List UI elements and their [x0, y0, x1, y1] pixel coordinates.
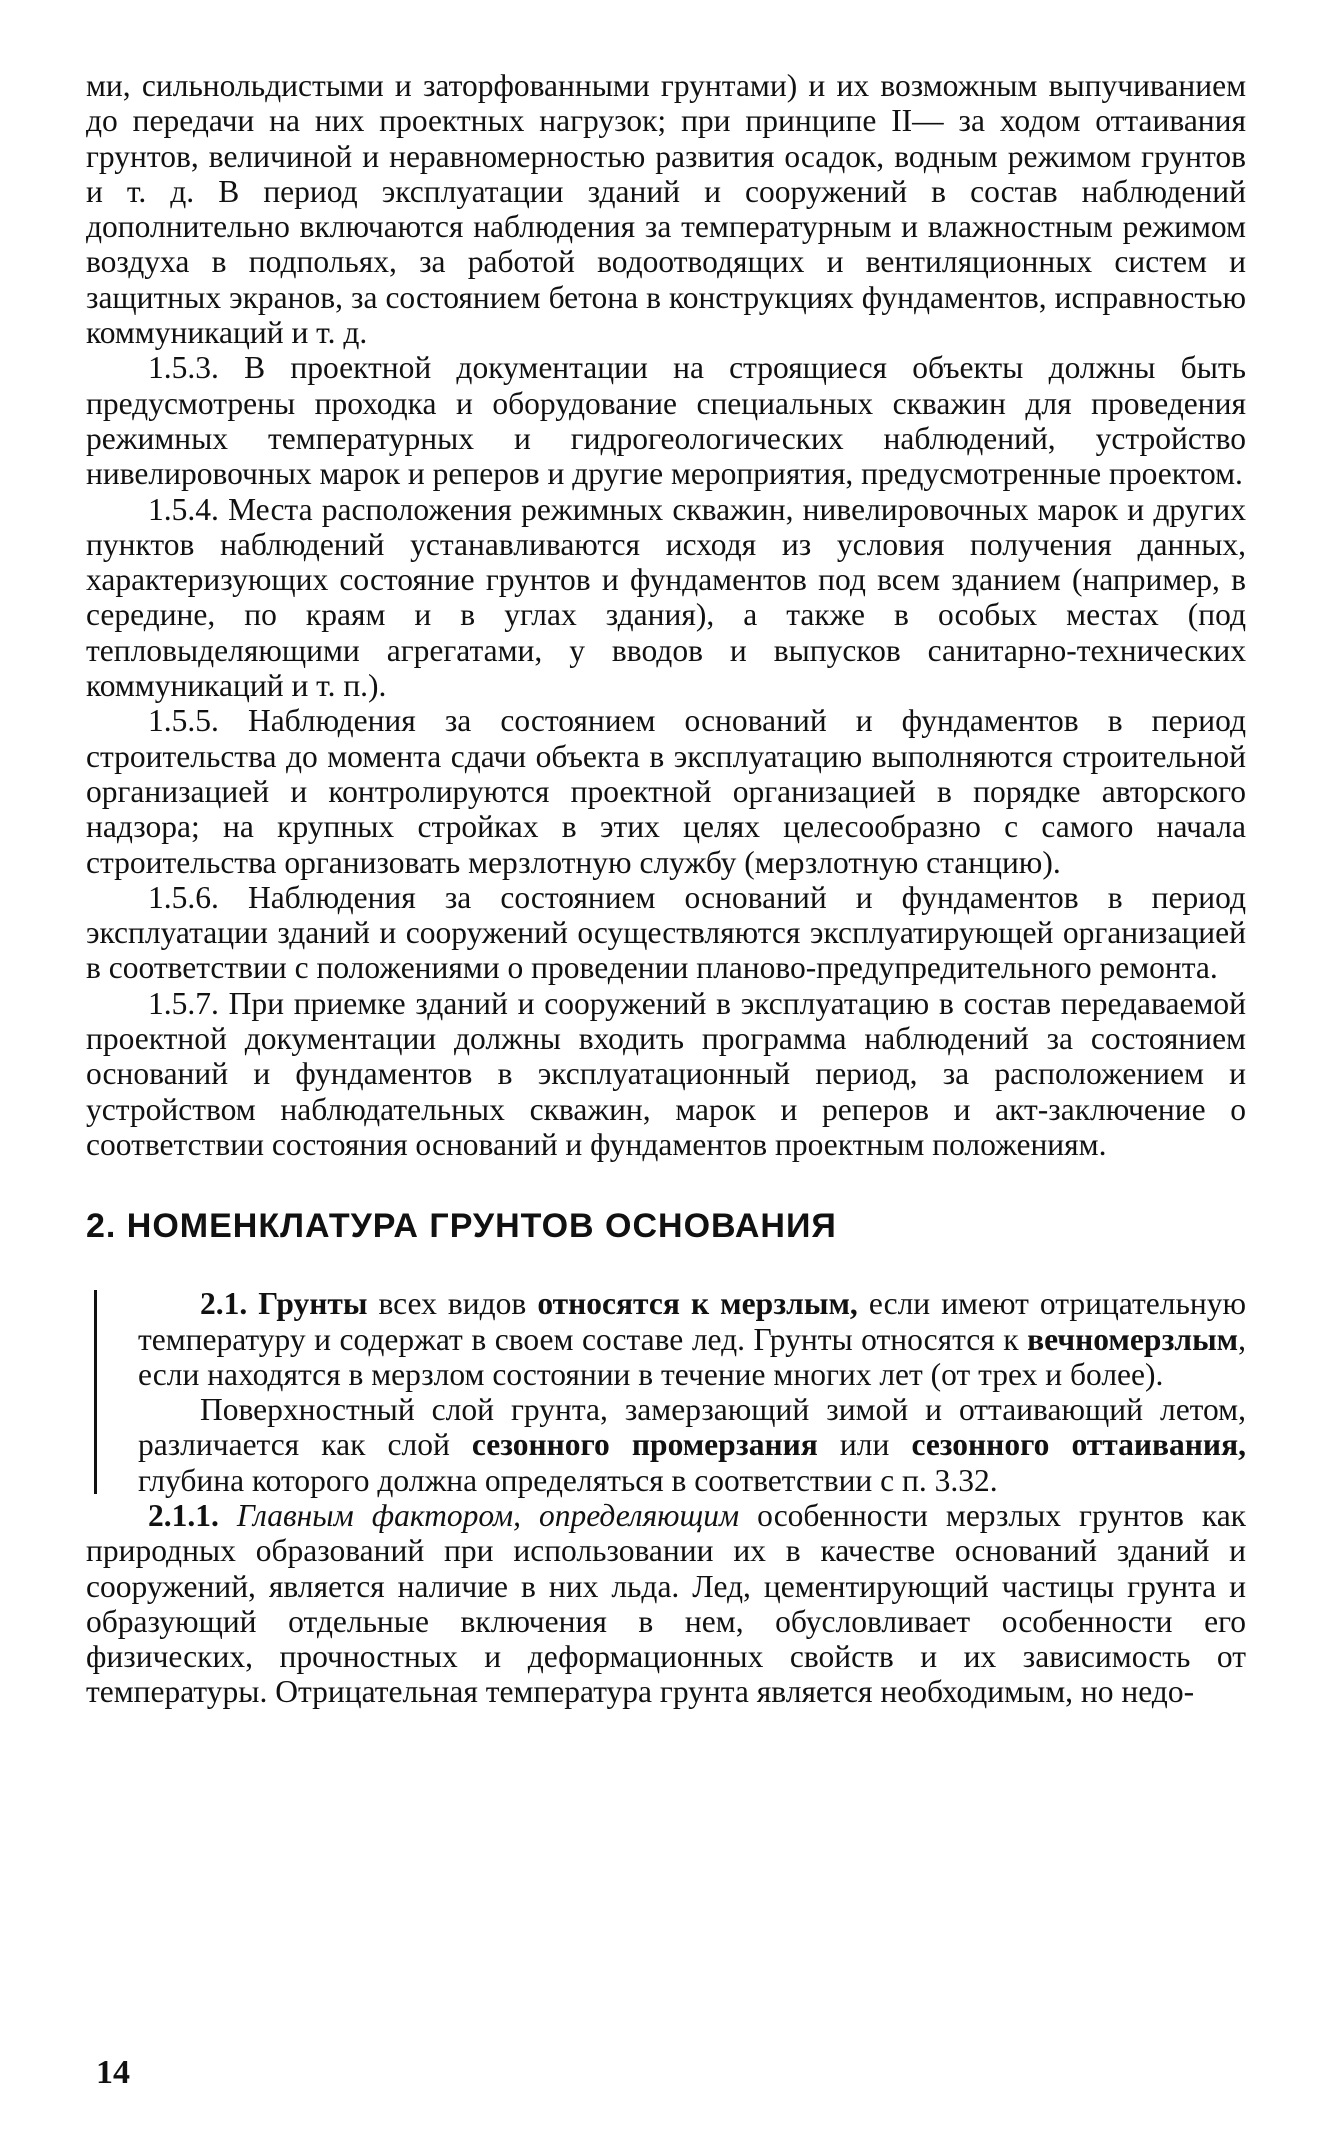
text-run: Поверхностный слой грунта, замерзающий зимой и оттаивающий летом, различается как слой [138, 1392, 1246, 1463]
marked-block [86, 1286, 1246, 1498]
page-body [86, 68, 1246, 1710]
text-run: всех видов [367, 1286, 538, 1322]
paragraph-2-1 [138, 1286, 1246, 1392]
text-run: или [817, 1427, 912, 1463]
italic-term: Главным фактором, определяющим [236, 1497, 740, 1533]
bold-term: сезонного промерзания [471, 1427, 818, 1463]
section-heading: 2. НОМЕНКЛАТУРА ГРУНТОВ ОСНОВАНИЯ [86, 1207, 837, 1246]
bold-term: вечномерзлым [1027, 1321, 1239, 1357]
page-number: 14 [96, 2054, 130, 2091]
margin-change-bar [94, 1290, 97, 1494]
paragraph-2-1-1 [86, 1498, 1246, 1710]
bold-term: сезонного оттаивания, [911, 1427, 1246, 1463]
paragraph-continuation: ми, сильнольдистыми и заторфованными грунтами) и их возможным выпучиванием до передачи на них проектных нагрузок; при принципе II— за ходом оттаивания грунтов, величиной и неравномерностью развития осадок, водным режимом грунтов и т. д. В период эксплуатации зданий и сооружений в состав наблюдений дополнительно включаются наблюдения за температурным и влажностным режимом воздуха в подпольях, за работой водоотводящих и вентиляционных систем и защитных экранов, за состоянием бетона в конструкциях фундаментов, исправностью коммуникаций и т. д. [86, 68, 1246, 351]
paragraph-surface-layer [138, 1392, 1246, 1498]
text-run: если имеют отрицательную температуру и содержат в своем составе лед. Грунты относятся к [138, 1286, 1246, 1357]
text-run: глубина которого должна определяться в соответствии с п. 3.32. [138, 1462, 998, 1498]
text-run: особенности мерзлых грунтов как природных образований при использовании их в качестве оснований зданий и сооружений, является наличие в них льда. Лед, цементирующий частицы грунта и образующий отдельные включения в нем, обусловливает особенности его физических, прочностных и деформационных свойств и их зависимость от температуры. Отрицательная температура грунта является необходимым, но недо- [86, 1497, 1246, 1710]
paragraph-number: 2.1. Грунты [200, 1286, 368, 1322]
paragraph-1-5-4: 1.5.4. Места расположения режимных скважин, нивелировочных марок и других пунктов наблюдений устанавливаются исходя из условия получения данных, характеризующих состояние грунтов и фундаментов под всем зданием (например, в середине, по краям и в углах здания), а также в особых местах (под тепловыделяющими агрегатами, у вводов и выпусков санитарно-технических коммуникаций и т. п.). [86, 491, 1246, 704]
paragraph-number: 2.1.1. [148, 1497, 219, 1533]
paragraph-1-5-3: 1.5.3. В проектной документации на строящиеся объекты должны быть предусмотрены проходка и оборудование специальных скважин для проведения режимных температурных и гидрогеологических наблюдений, устройство нивелировочных марок и реперов и другие мероприятия, предусмотренные проектом. [86, 350, 1246, 492]
paragraph-1-5-7: 1.5.7. При приемке зданий и сооружений в эксплуатацию в состав передаваемой проектной документации должны входить программа наблюдений за состоянием оснований и фундаментов в эксплуатационный период, за расположением и устройством наблюдательных скважин, марок и реперов и акт-заключение о соответствии состояния оснований и фундаментов проектным положениям. [86, 985, 1246, 1162]
bold-term: относятся к мерзлым, [537, 1286, 858, 1322]
paragraph-1-5-5: 1.5.5. Наблюдения за состоянием оснований и фундаментов в период строительства до момента сдачи объекта в эксплуатацию выполняются строительной организацией и контролируются проектной организацией в порядке авторского надзора; на крупных стройках в этих целях целесообразно с самого начала строительства организовать мерзлотную службу (мерзлотную станцию). [86, 703, 1246, 880]
text-run: , если находятся в мерзлом состоянии в течение многих лет (от трех и более). [138, 1321, 1246, 1392]
paragraph-1-5-6: 1.5.6. Наблюдения за состоянием оснований и фундаментов в период эксплуатации зданий и сооружений осуществляются эксплуатирующей организацией в соответствии с положениями о проведении планово-предупредительного ремонта. [86, 879, 1246, 986]
